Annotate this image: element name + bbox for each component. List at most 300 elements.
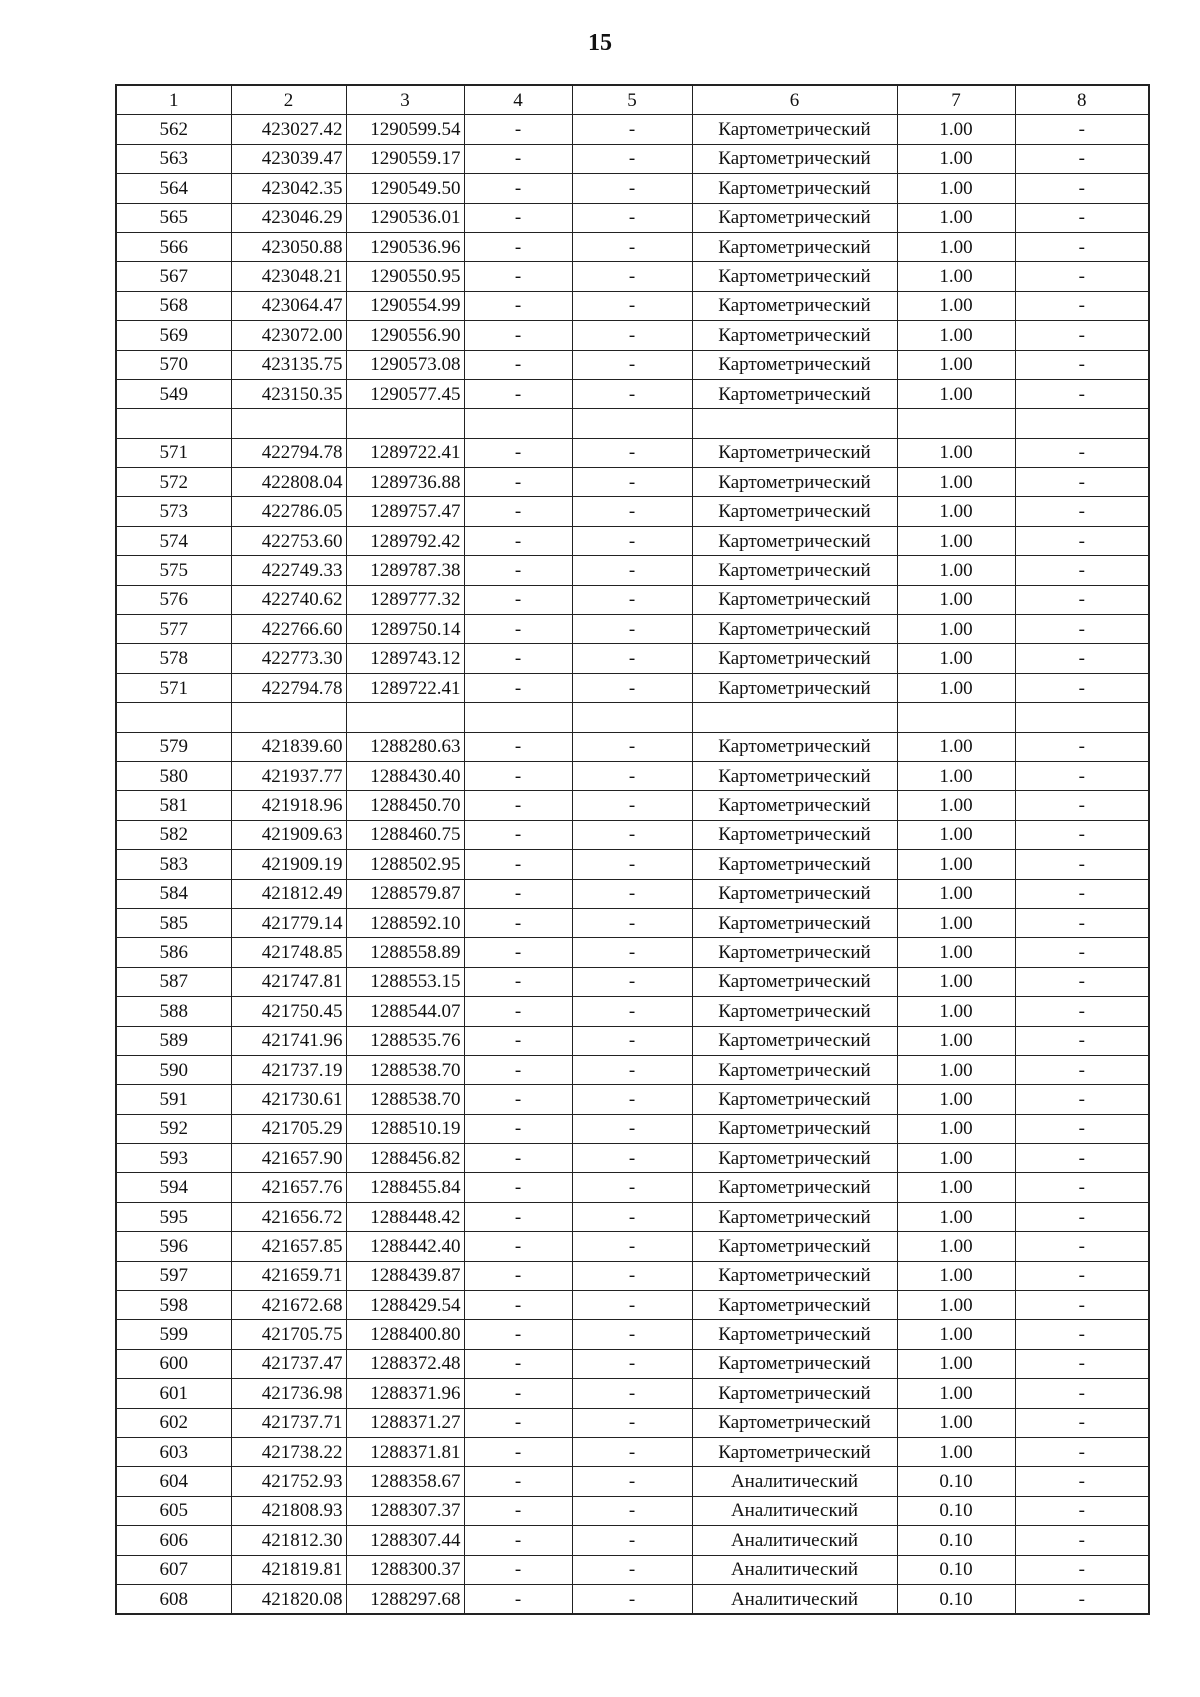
col-5-cell: - xyxy=(572,1437,692,1466)
col-4-cell: - xyxy=(464,438,572,467)
y-coordinate-cell: 1288371.81 xyxy=(346,1437,464,1466)
method-cell: Картометрический xyxy=(692,967,897,996)
col-5-cell: - xyxy=(572,1173,692,1202)
point-number-cell: 572 xyxy=(116,468,231,497)
accuracy-cell: 1.00 xyxy=(897,438,1015,467)
table-row xyxy=(116,232,1149,261)
col-5-cell: - xyxy=(572,174,692,203)
col-8-cell: - xyxy=(1015,1202,1149,1231)
point-number-cell: 608 xyxy=(116,1584,231,1614)
x-coordinate-cell: 422740.62 xyxy=(231,585,346,614)
table-row xyxy=(116,967,1149,996)
y-coordinate-cell: 1288510.19 xyxy=(346,1114,464,1143)
col-8-cell: - xyxy=(1015,1055,1149,1084)
accuracy-cell: 1.00 xyxy=(897,1437,1015,1466)
accuracy-cell: 1.00 xyxy=(897,1144,1015,1173)
accuracy-cell: 1.00 xyxy=(897,497,1015,526)
accuracy-cell: 1.00 xyxy=(897,967,1015,996)
col-8-cell: - xyxy=(1015,673,1149,702)
point-number-cell: 593 xyxy=(116,1144,231,1173)
table-row xyxy=(116,144,1149,173)
col-5-cell: - xyxy=(572,232,692,261)
accuracy-cell: 0.10 xyxy=(897,1555,1015,1584)
method-cell: Картометрический xyxy=(692,115,897,144)
col-4-cell: - xyxy=(464,115,572,144)
col-4-cell: - xyxy=(464,1202,572,1231)
point-number-cell: 584 xyxy=(116,879,231,908)
col-4-cell: - xyxy=(464,673,572,702)
col-5-cell: - xyxy=(572,1085,692,1114)
page-number: 15 xyxy=(588,30,612,56)
accuracy-cell: 1.00 xyxy=(897,1320,1015,1349)
col-8-cell: - xyxy=(1015,1437,1149,1466)
accuracy-cell: 1.00 xyxy=(897,879,1015,908)
y-coordinate-cell: 1288538.70 xyxy=(346,1085,464,1114)
y-coordinate-cell: 1288429.54 xyxy=(346,1291,464,1320)
table-row xyxy=(116,1114,1149,1143)
col-5-cell: - xyxy=(572,144,692,173)
col-4-cell: - xyxy=(464,1379,572,1408)
col-8-cell: - xyxy=(1015,1555,1149,1584)
y-coordinate-cell: 1288553.15 xyxy=(346,967,464,996)
x-coordinate-cell: 421812.30 xyxy=(231,1526,346,1555)
header-cell-2: 2 xyxy=(231,85,346,115)
col-5-cell: - xyxy=(572,791,692,820)
x-coordinate-cell: 422753.60 xyxy=(231,526,346,555)
col-8-cell: - xyxy=(1015,1526,1149,1555)
table-row xyxy=(116,703,1149,732)
col-4-cell: - xyxy=(464,468,572,497)
y-coordinate-cell: 1288448.42 xyxy=(346,1202,464,1231)
col-8-cell: - xyxy=(1015,1496,1149,1525)
col-4-cell: - xyxy=(464,615,572,644)
col-4-cell: - xyxy=(464,232,572,261)
y-coordinate-cell: 1288502.95 xyxy=(346,850,464,879)
header-cell-3: 3 xyxy=(346,85,464,115)
x-coordinate-cell: 421657.90 xyxy=(231,1144,346,1173)
x-coordinate-cell: 421918.96 xyxy=(231,791,346,820)
y-coordinate-cell: 1290549.50 xyxy=(346,174,464,203)
point-number-cell: 580 xyxy=(116,761,231,790)
x-coordinate-cell: 421839.60 xyxy=(231,732,346,761)
accuracy-cell: 1.00 xyxy=(897,791,1015,820)
col-4-cell: - xyxy=(464,203,572,232)
accuracy-cell: 1.00 xyxy=(897,379,1015,408)
col-4-cell: - xyxy=(464,1114,572,1143)
col-8-cell: - xyxy=(1015,1467,1149,1496)
accuracy-cell: 1.00 xyxy=(897,174,1015,203)
table-row xyxy=(116,1144,1149,1173)
col-4-cell: - xyxy=(464,1144,572,1173)
method-cell: Картометрический xyxy=(692,761,897,790)
accuracy-cell: 1.00 xyxy=(897,1026,1015,1055)
col-5-cell: - xyxy=(572,1379,692,1408)
col-5-cell: - xyxy=(572,115,692,144)
accuracy-cell: 1.00 xyxy=(897,556,1015,585)
col-5-cell: - xyxy=(572,585,692,614)
table-row xyxy=(116,438,1149,467)
x-coordinate-cell: 421748.85 xyxy=(231,938,346,967)
point-number-cell: 568 xyxy=(116,291,231,320)
col-8-cell: - xyxy=(1015,997,1149,1026)
accuracy-cell: 1.00 xyxy=(897,1055,1015,1084)
y-coordinate-cell: 1288592.10 xyxy=(346,908,464,937)
table-row xyxy=(116,115,1149,144)
table-row xyxy=(116,615,1149,644)
col-4-cell: - xyxy=(464,732,572,761)
x-coordinate-cell: 422766.60 xyxy=(231,615,346,644)
col-5-cell: - xyxy=(572,967,692,996)
accuracy-cell: 1.00 xyxy=(897,262,1015,291)
method-cell: Картометрический xyxy=(692,644,897,673)
col-8-cell: - xyxy=(1015,468,1149,497)
col-5-cell xyxy=(572,409,692,438)
accuracy-cell: 1.00 xyxy=(897,232,1015,261)
col-4-cell: - xyxy=(464,791,572,820)
col-4-cell: - xyxy=(464,262,572,291)
col-5-cell: - xyxy=(572,997,692,1026)
point-number-cell: 578 xyxy=(116,644,231,673)
table-row xyxy=(116,1437,1149,1466)
x-coordinate-cell: 421909.63 xyxy=(231,820,346,849)
col-8-cell: - xyxy=(1015,497,1149,526)
col-5-cell: - xyxy=(572,1584,692,1614)
point-number-cell: 607 xyxy=(116,1555,231,1584)
x-coordinate-cell: 421812.49 xyxy=(231,879,346,908)
col-8-cell: - xyxy=(1015,1026,1149,1055)
y-coordinate-cell: 1290554.99 xyxy=(346,291,464,320)
col-8-cell: - xyxy=(1015,438,1149,467)
x-coordinate-cell: 423050.88 xyxy=(231,232,346,261)
point-number-cell: 574 xyxy=(116,526,231,555)
table-row xyxy=(116,526,1149,555)
method-cell: Картометрический xyxy=(692,291,897,320)
point-number-cell: 597 xyxy=(116,1261,231,1290)
col-5-cell: - xyxy=(572,203,692,232)
col-5-cell xyxy=(572,703,692,732)
y-coordinate-cell: 1290573.08 xyxy=(346,350,464,379)
accuracy-cell: 1.00 xyxy=(897,938,1015,967)
point-number-cell: 565 xyxy=(116,203,231,232)
x-coordinate-cell xyxy=(231,409,346,438)
point-number-cell: 601 xyxy=(116,1379,231,1408)
x-coordinate-cell: 423072.00 xyxy=(231,321,346,350)
col-8-cell: - xyxy=(1015,526,1149,555)
x-coordinate-cell: 421737.47 xyxy=(231,1349,346,1378)
col-5-cell: - xyxy=(572,1055,692,1084)
x-coordinate-cell: 422786.05 xyxy=(231,497,346,526)
point-number-cell: 602 xyxy=(116,1408,231,1437)
accuracy-cell: 1.00 xyxy=(897,115,1015,144)
accuracy-cell: 1.00 xyxy=(897,585,1015,614)
x-coordinate-cell: 421657.85 xyxy=(231,1232,346,1261)
point-number-cell: 588 xyxy=(116,997,231,1026)
x-coordinate-cell xyxy=(231,703,346,732)
col-4-cell: - xyxy=(464,1026,572,1055)
method-cell: Картометрический xyxy=(692,820,897,849)
accuracy-cell: 0.10 xyxy=(897,1584,1015,1614)
x-coordinate-cell: 423064.47 xyxy=(231,291,346,320)
point-number-cell: 598 xyxy=(116,1291,231,1320)
method-cell: Картометрический xyxy=(692,1437,897,1466)
method-cell: Аналитический xyxy=(692,1467,897,1496)
col-4-cell: - xyxy=(464,1526,572,1555)
col-5-cell: - xyxy=(572,938,692,967)
accuracy-cell: 1.00 xyxy=(897,1232,1015,1261)
point-number-cell xyxy=(116,703,231,732)
method-cell: Картометрический xyxy=(692,1261,897,1290)
y-coordinate-cell: 1288297.68 xyxy=(346,1584,464,1614)
col-4-cell: - xyxy=(464,1437,572,1466)
col-4-cell: - xyxy=(464,526,572,555)
x-coordinate-cell: 421747.81 xyxy=(231,967,346,996)
method-cell: Картометрический xyxy=(692,1144,897,1173)
accuracy-cell: 1.00 xyxy=(897,321,1015,350)
point-number-cell: 603 xyxy=(116,1437,231,1466)
x-coordinate-cell: 421657.76 xyxy=(231,1173,346,1202)
method-cell: Картометрический xyxy=(692,1085,897,1114)
method-cell: Аналитический xyxy=(692,1584,897,1614)
col-8-cell: - xyxy=(1015,232,1149,261)
col-8-cell: - xyxy=(1015,1114,1149,1143)
col-4-cell: - xyxy=(464,1555,572,1584)
point-number-cell: 575 xyxy=(116,556,231,585)
col-5-cell: - xyxy=(572,321,692,350)
x-coordinate-cell: 421730.61 xyxy=(231,1085,346,1114)
accuracy-cell: 1.00 xyxy=(897,1202,1015,1231)
method-cell: Картометрический xyxy=(692,556,897,585)
table-body xyxy=(116,115,1149,1614)
col-4-cell: - xyxy=(464,938,572,967)
x-coordinate-cell: 422808.04 xyxy=(231,468,346,497)
table-row xyxy=(116,1026,1149,1055)
col-5-cell: - xyxy=(572,497,692,526)
method-cell: Картометрический xyxy=(692,379,897,408)
col-5-cell: - xyxy=(572,1144,692,1173)
method-cell: Картометрический xyxy=(692,526,897,555)
col-8-cell: - xyxy=(1015,321,1149,350)
col-5-cell: - xyxy=(572,1526,692,1555)
x-coordinate-cell: 423150.35 xyxy=(231,379,346,408)
col-5-cell: - xyxy=(572,1467,692,1496)
col-8-cell: - xyxy=(1015,585,1149,614)
method-cell: Аналитический xyxy=(692,1555,897,1584)
col-5-cell: - xyxy=(572,615,692,644)
col-4-cell: - xyxy=(464,1467,572,1496)
col-4-cell: - xyxy=(464,291,572,320)
method-cell xyxy=(692,703,897,732)
col-8-cell: - xyxy=(1015,791,1149,820)
method-cell: Картометрический xyxy=(692,497,897,526)
point-number-cell: 592 xyxy=(116,1114,231,1143)
col-8-cell: - xyxy=(1015,1349,1149,1378)
method-cell: Картометрический xyxy=(692,438,897,467)
accuracy-cell: 1.00 xyxy=(897,1379,1015,1408)
y-coordinate-cell: 1290559.17 xyxy=(346,144,464,173)
method-cell: Картометрический xyxy=(692,1349,897,1378)
y-coordinate-cell: 1288538.70 xyxy=(346,1055,464,1084)
y-coordinate-cell: 1288558.89 xyxy=(346,938,464,967)
y-coordinate-cell: 1288460.75 xyxy=(346,820,464,849)
y-coordinate-cell: 1289757.47 xyxy=(346,497,464,526)
x-coordinate-cell: 421779.14 xyxy=(231,908,346,937)
table-row xyxy=(116,350,1149,379)
x-coordinate-cell: 421741.96 xyxy=(231,1026,346,1055)
method-cell: Аналитический xyxy=(692,1526,897,1555)
point-number-cell: 591 xyxy=(116,1085,231,1114)
col-8-cell: - xyxy=(1015,1261,1149,1290)
header-cell-6: 6 xyxy=(692,85,897,115)
method-cell: Картометрический xyxy=(692,997,897,1026)
point-number-cell: 606 xyxy=(116,1526,231,1555)
method-cell: Картометрический xyxy=(692,1114,897,1143)
accuracy-cell: 1.00 xyxy=(897,615,1015,644)
y-coordinate-cell: 1289792.42 xyxy=(346,526,464,555)
accuracy-cell: 1.00 xyxy=(897,468,1015,497)
col-5-cell: - xyxy=(572,820,692,849)
method-cell: Картометрический xyxy=(692,1055,897,1084)
header-cell-8: 8 xyxy=(1015,85,1149,115)
table-row xyxy=(116,291,1149,320)
col-4-cell: - xyxy=(464,820,572,849)
table-row xyxy=(116,409,1149,438)
table-row xyxy=(116,938,1149,967)
col-4-cell: - xyxy=(464,585,572,614)
table-row xyxy=(116,262,1149,291)
accuracy-cell xyxy=(897,703,1015,732)
y-coordinate-cell: 1288535.76 xyxy=(346,1026,464,1055)
col-4-cell: - xyxy=(464,1496,572,1525)
col-8-cell: - xyxy=(1015,1584,1149,1614)
table-row xyxy=(116,732,1149,761)
col-8-cell: - xyxy=(1015,556,1149,585)
col-8-cell: - xyxy=(1015,262,1149,291)
x-coordinate-cell: 423046.29 xyxy=(231,203,346,232)
accuracy-cell: 1.00 xyxy=(897,820,1015,849)
x-coordinate-cell: 422794.78 xyxy=(231,673,346,702)
table-row xyxy=(116,850,1149,879)
col-5-cell: - xyxy=(572,1320,692,1349)
method-cell: Картометрический xyxy=(692,1202,897,1231)
table-row xyxy=(116,1584,1149,1614)
x-coordinate-cell: 423042.35 xyxy=(231,174,346,203)
point-number-cell: 587 xyxy=(116,967,231,996)
table-row xyxy=(116,1173,1149,1202)
col-4-cell: - xyxy=(464,1173,572,1202)
x-coordinate-cell: 421750.45 xyxy=(231,997,346,1026)
col-5-cell: - xyxy=(572,1408,692,1437)
accuracy-cell: 1.00 xyxy=(897,526,1015,555)
col-4-cell: - xyxy=(464,1085,572,1114)
table-row xyxy=(116,820,1149,849)
x-coordinate-cell: 422749.33 xyxy=(231,556,346,585)
col-8-cell xyxy=(1015,409,1149,438)
y-coordinate-cell: 1290556.90 xyxy=(346,321,464,350)
point-number-cell: 576 xyxy=(116,585,231,614)
x-coordinate-cell: 421672.68 xyxy=(231,1291,346,1320)
table-row xyxy=(116,879,1149,908)
point-number-cell: 596 xyxy=(116,1232,231,1261)
table-row xyxy=(116,1496,1149,1525)
header-row xyxy=(116,85,1149,115)
col-8-cell: - xyxy=(1015,1320,1149,1349)
x-coordinate-cell: 421705.29 xyxy=(231,1114,346,1143)
col-4-cell: - xyxy=(464,321,572,350)
accuracy-cell: 1.00 xyxy=(897,350,1015,379)
method-cell xyxy=(692,409,897,438)
table-row xyxy=(116,908,1149,937)
point-number-cell: 595 xyxy=(116,1202,231,1231)
col-4-cell: - xyxy=(464,644,572,673)
point-number-cell: 581 xyxy=(116,791,231,820)
col-5-cell: - xyxy=(572,1026,692,1055)
table-row xyxy=(116,203,1149,232)
table-row xyxy=(116,1291,1149,1320)
table-row xyxy=(116,497,1149,526)
x-coordinate-cell: 421736.98 xyxy=(231,1379,346,1408)
col-5-cell: - xyxy=(572,1349,692,1378)
x-coordinate-cell: 423039.47 xyxy=(231,144,346,173)
col-5-cell: - xyxy=(572,262,692,291)
y-coordinate-cell: 1290550.95 xyxy=(346,262,464,291)
y-coordinate-cell: 1288439.87 xyxy=(346,1261,464,1290)
y-coordinate-cell: 1288307.37 xyxy=(346,1496,464,1525)
col-8-cell: - xyxy=(1015,203,1149,232)
accuracy-cell: 1.00 xyxy=(897,1173,1015,1202)
col-5-cell: - xyxy=(572,644,692,673)
accuracy-cell: 1.00 xyxy=(897,673,1015,702)
method-cell: Картометрический xyxy=(692,1408,897,1437)
method-cell: Картометрический xyxy=(692,879,897,908)
point-number-cell: 583 xyxy=(116,850,231,879)
x-coordinate-cell: 421705.75 xyxy=(231,1320,346,1349)
col-8-cell: - xyxy=(1015,291,1149,320)
point-number-cell: 594 xyxy=(116,1173,231,1202)
col-8-cell: - xyxy=(1015,144,1149,173)
point-number-cell: 586 xyxy=(116,938,231,967)
col-5-cell: - xyxy=(572,732,692,761)
col-8-cell: - xyxy=(1015,1085,1149,1114)
accuracy-cell: 1.00 xyxy=(897,1114,1015,1143)
col-8-cell: - xyxy=(1015,615,1149,644)
col-5-cell: - xyxy=(572,1202,692,1231)
col-5-cell: - xyxy=(572,1232,692,1261)
y-coordinate-cell: 1288371.96 xyxy=(346,1379,464,1408)
col-4-cell: - xyxy=(464,350,572,379)
y-coordinate-cell: 1288307.44 xyxy=(346,1526,464,1555)
method-cell: Картометрический xyxy=(692,1379,897,1408)
method-cell: Аналитический xyxy=(692,1496,897,1525)
col-4-cell: - xyxy=(464,1055,572,1084)
col-8-cell: - xyxy=(1015,1379,1149,1408)
point-number-cell: 590 xyxy=(116,1055,231,1084)
table-row xyxy=(116,1555,1149,1584)
x-coordinate-cell: 422794.78 xyxy=(231,438,346,467)
accuracy-cell: 1.00 xyxy=(897,291,1015,320)
table-row xyxy=(116,1055,1149,1084)
y-coordinate-cell: 1288280.63 xyxy=(346,732,464,761)
point-number-cell xyxy=(116,409,231,438)
col-4-cell: - xyxy=(464,556,572,585)
point-number-cell: 570 xyxy=(116,350,231,379)
col-4-cell: - xyxy=(464,1232,572,1261)
y-coordinate-cell xyxy=(346,409,464,438)
col-5-cell: - xyxy=(572,673,692,702)
coordinates-table xyxy=(115,84,1150,1615)
col-8-cell: - xyxy=(1015,379,1149,408)
y-coordinate-cell: 1289777.32 xyxy=(346,585,464,614)
col-5-cell: - xyxy=(572,291,692,320)
